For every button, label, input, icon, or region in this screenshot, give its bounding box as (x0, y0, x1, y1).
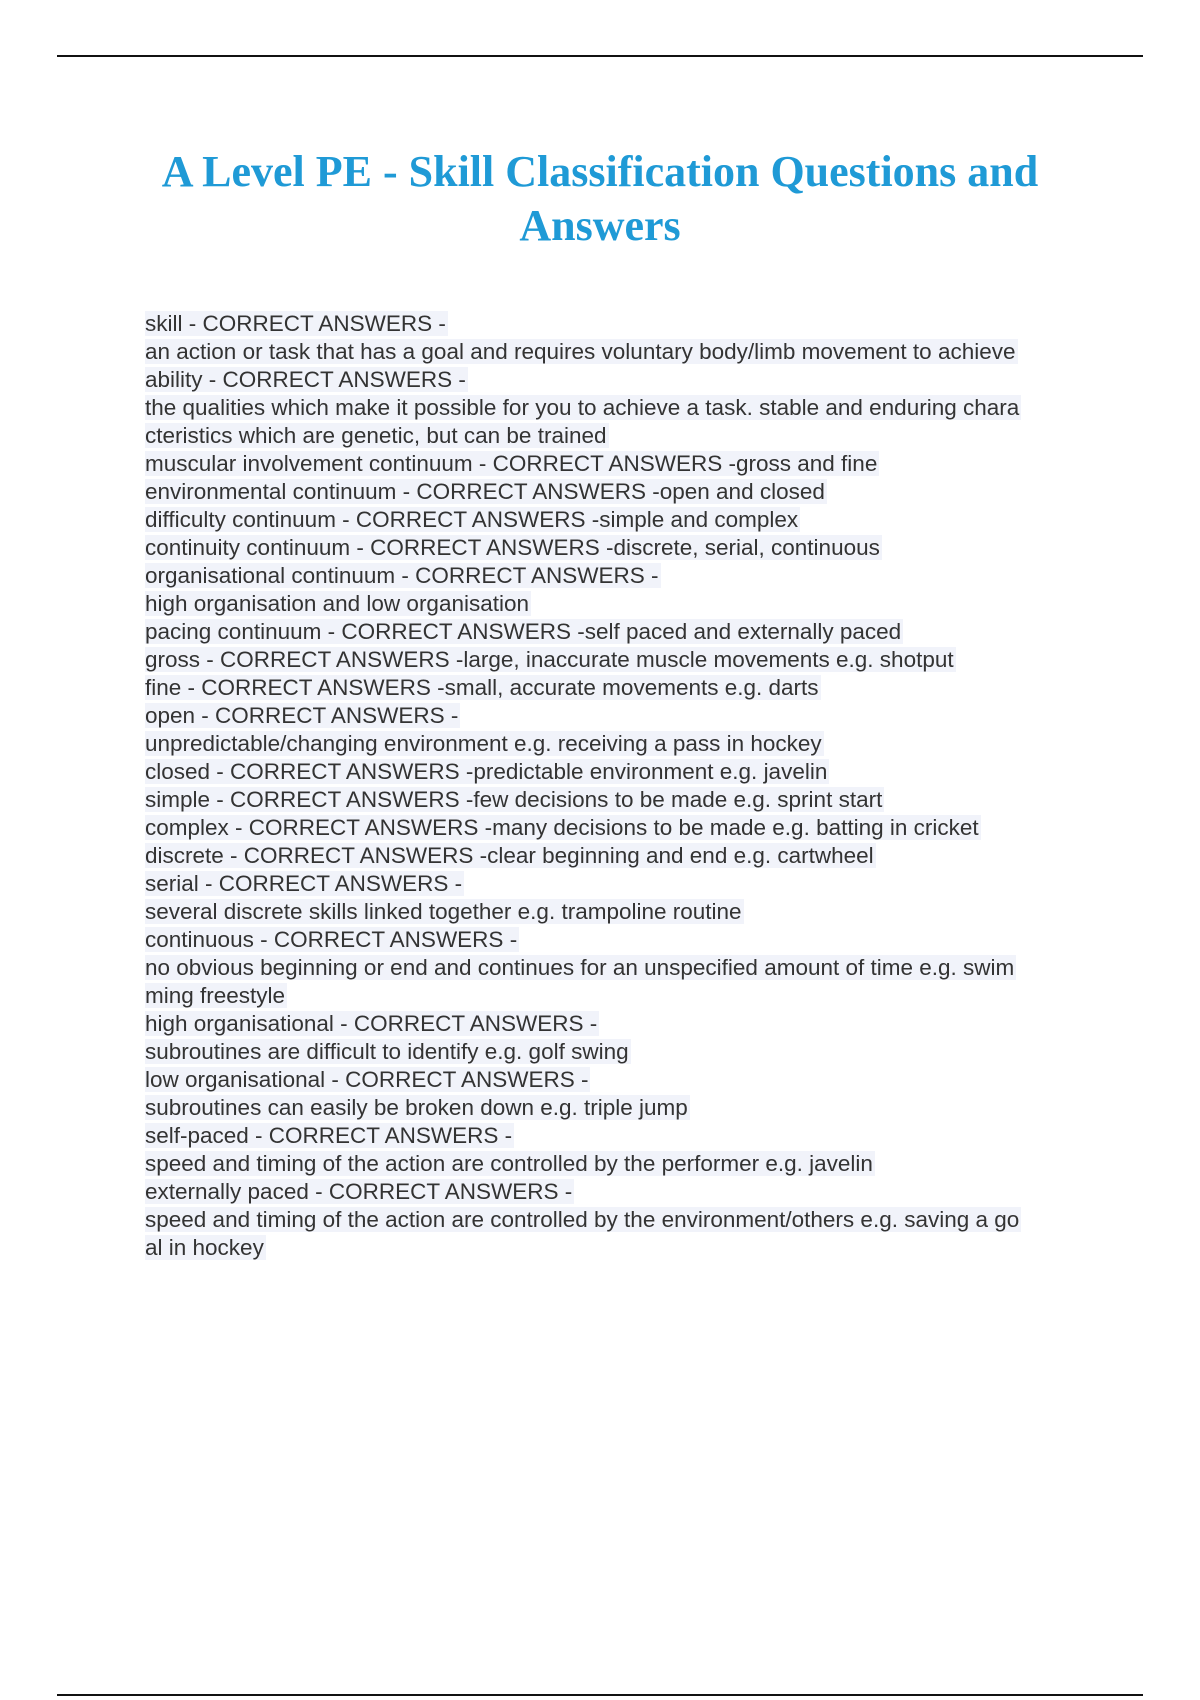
text-line: closed - CORRECT ANSWERS -predictable environment e.g. javelin (145, 759, 828, 784)
top-rule (57, 55, 1143, 57)
page-title: A Level PE - Skill Classification Questions and Answers (161, 147, 1039, 250)
text-line: ability - CORRECT ANSWERS - (145, 367, 466, 392)
text-line: continuous - CORRECT ANSWERS - (145, 927, 518, 952)
text-line: continuity continuum - CORRECT ANSWERS -discrete, serial, continuous (145, 535, 880, 560)
text-line: fine - CORRECT ANSWERS -small, accurate movements e.g. darts (145, 675, 819, 700)
bottom-rule (57, 1694, 1143, 1696)
text-line: discrete - CORRECT ANSWERS -clear beginning and end e.g. cartwheel (145, 843, 874, 868)
text-line: simple - CORRECT ANSWERS -few decisions to be made e.g. sprint start (145, 787, 883, 812)
text-line: cteristics which are genetic, but can be trained (145, 423, 607, 448)
text-line: al in hockey (145, 1235, 264, 1260)
text-line: an action or task that has a goal and requires voluntary body/limb movement to achieve (145, 339, 1016, 364)
text-line: speed and timing of the action are controlled by the performer e.g. javelin (145, 1151, 873, 1176)
text-line: unpredictable/changing environment e.g. receiving a pass in hockey (145, 731, 822, 756)
text-line: skill - CORRECT ANSWERS - (145, 311, 446, 336)
text-line: subroutines are difficult to identify e.g. golf swing (145, 1039, 629, 1064)
text-line: organisational continuum - CORRECT ANSWERS - (145, 563, 659, 588)
text-line: open - CORRECT ANSWERS - (145, 703, 459, 728)
text-line: high organisational - CORRECT ANSWERS - (145, 1011, 598, 1036)
document-body (145, 310, 1087, 1262)
text-line: externally paced - CORRECT ANSWERS - (145, 1179, 573, 1204)
text-line: pacing continuum - CORRECT ANSWERS -self paced and externally paced (145, 619, 902, 644)
text-line: the qualities which make it possible for you to achieve a task. stable and enduring chara (145, 395, 1020, 420)
text-line: several discrete skills linked together e.g. trampoline routine (145, 899, 742, 924)
text-line: serial - CORRECT ANSWERS - (145, 871, 463, 896)
text-line: muscular involvement continuum - CORRECT ANSWERS -gross and fine (145, 451, 878, 476)
text-line: ming freestyle (145, 983, 286, 1008)
text-line: environmental continuum - CORRECT ANSWERS -open and closed (145, 479, 825, 504)
text-line: self-paced - CORRECT ANSWERS - (145, 1123, 513, 1148)
text-line: subroutines can easily be broken down e.g. triple jump (145, 1095, 688, 1120)
text-line: low organisational - CORRECT ANSWERS - (145, 1067, 589, 1092)
text-line: no obvious beginning or end and continues for an unspecified amount of time e.g. swim (145, 955, 1015, 980)
text-line: gross - CORRECT ANSWERS -large, inaccurate muscle movements e.g. shotput (145, 647, 954, 672)
text-line: speed and timing of the action are controlled by the environment/others e.g. saving a go (145, 1207, 1020, 1232)
text-line: complex - CORRECT ANSWERS -many decisions to be made e.g. batting in cricket (145, 815, 979, 840)
text-line: high organisation and low organisation (145, 591, 530, 616)
text-line: difficulty continuum - CORRECT ANSWERS -simple and complex (145, 507, 799, 532)
